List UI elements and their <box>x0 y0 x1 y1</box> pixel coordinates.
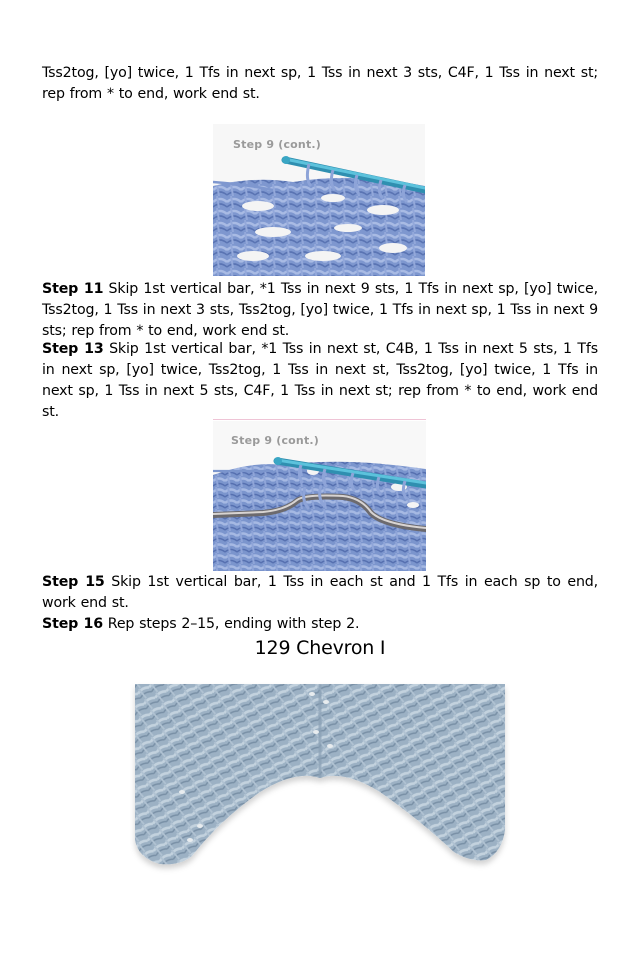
instruction-step-13 <box>42 339 598 423</box>
figure-label: Step 9 (cont.) <box>233 138 322 151</box>
step-heading: Step 11 <box>42 281 104 297</box>
step-heading: Step 15 <box>42 574 105 590</box>
instruction-text: Skip 1st vertical bar, *1 Tss in next st, C4B, 1 Tss in next 5 sts, 1 Tfs in next sp, [yo] twice, Tss2tog, 1 Tss in next st, Tss2tog, [yo] twice, 1 Tfs in next sp, 1 Tss in next 5 sts, C4F, 1 Tss in next st; rep from * to end, work end st. <box>42 341 598 420</box>
step-heading: Step 16 <box>42 616 103 632</box>
chevron-swatch-illustration <box>130 680 510 880</box>
chevron-swatch-photo <box>130 680 510 880</box>
instruction-text: Tss2tog, [yo] twice, 1 Tfs in next sp, 1 Tss in next 3 sts, C4F, 1 Tss in next st; rep from * to end, work end st. <box>42 65 598 102</box>
step-heading: Step 13 <box>42 341 104 357</box>
section-title: 129 Chevron I <box>254 637 386 659</box>
instruction-step-15 <box>42 572 598 614</box>
instruction-text: Skip 1st vertical bar, *1 Tss in next 9 sts, 1 Tfs in next sp, [yo] twice, Tss2tog, 1 Tss in next 3 sts, Tss2tog, [yo] twice, 1 Tfs in next sp, 1 Tss in next 9 sts; rep from * to end, work end st. <box>42 281 598 339</box>
instruction-continuation <box>42 63 598 105</box>
instruction-step-11 <box>42 279 598 342</box>
figure-label: Step 9 (cont.) <box>231 434 320 447</box>
step-9-photo-2 <box>213 421 426 571</box>
instruction-text: Rep steps 2–15, ending with step 2. <box>102 616 360 632</box>
instruction-text: Skip 1st vertical bar, 1 Tss in each st and 1 Tfs in each sp to end, work end st. <box>42 574 598 611</box>
figure-divider <box>213 419 426 420</box>
instruction-step-16 <box>42 614 598 635</box>
step-9-photo-1 <box>213 124 425 276</box>
